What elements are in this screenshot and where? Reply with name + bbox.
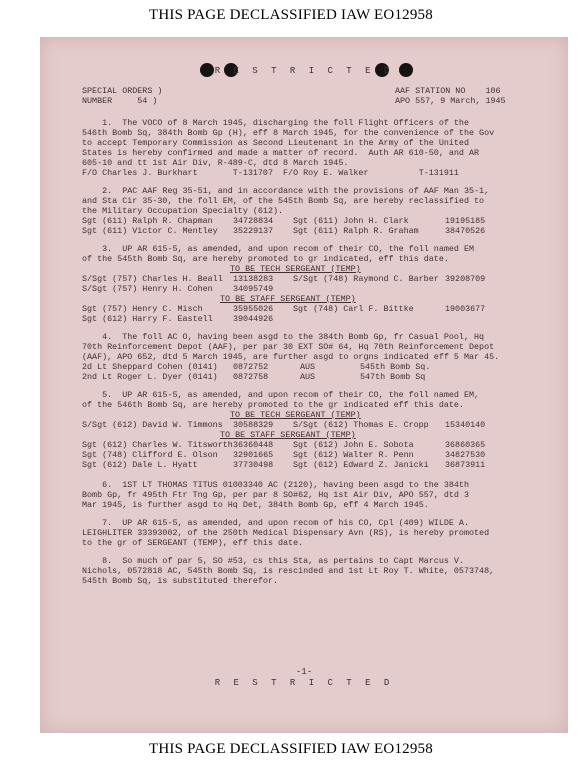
roster-cell: 32901665 [233, 450, 274, 460]
page-number: -1- [295, 667, 313, 677]
grade-heading: TO BE TECH SERGEANT (TEMP) [230, 264, 361, 274]
grade-heading: TO BE STAFF SERGEANT (TEMP) [220, 294, 356, 304]
roster-cell: Sgt (611) Ralph R. Graham [293, 226, 419, 236]
roster-cell: 545th Bomb Sq. [360, 362, 431, 372]
paragraph-p1-line: F/O Charles J. Burkhart T-131707 F/O Roy E. Walker T-131911 [82, 168, 459, 178]
roster-cell: S/Sgt (612) David W. Timmons [82, 420, 223, 430]
paragraph-p1-line: 1. The VOCO of 8 March 1945, discharging the foll Flight Officers of the [82, 118, 469, 128]
roster-cell: 30588329 [233, 420, 274, 430]
document-sheet [40, 37, 568, 733]
roster-cell: Sgt (612) Walter R. Penn [293, 450, 414, 460]
paragraph-p1-line: 546th Bomb Sq, 384th Bomb Gp (H), eff 8 March 1945, for the convenience of the Gov [82, 128, 495, 138]
classification-header: R E S T R I C T E D [214, 66, 394, 76]
grade-heading: TO BE TECH SERGEANT (TEMP) [230, 410, 361, 420]
roster-cell: 39044926 [233, 314, 274, 324]
paragraph-p4-line: 4. The foll AC O, having been asgd to the 384th Bomb Gp, fr Casual Pool, Hq [82, 332, 485, 342]
roster-cell: 0872752 [233, 362, 269, 372]
roster-cell: 35229137 [233, 226, 274, 236]
paragraph-p7-line: LEIGHLITER 33393002, of the 250th Medical Dispensary Avn (RS), is hereby promoted [82, 528, 490, 538]
roster-cell: 36860365 [445, 440, 486, 450]
roster-cell: Sgt (748) Clifford E. Olson [82, 450, 218, 460]
paragraph-p8-line: 545th Bomb Sq, is substituted therefor. [82, 576, 279, 586]
paragraph-p2-line: 2. PAC AAF Reg 35-51, and in accordance with the provisions of AAF Man 35-1, [82, 186, 490, 196]
roster-cell: Sgt (612) John E. Sobota [293, 440, 414, 450]
paragraph-p2-line: the Military Occupation Specialty (612). [82, 206, 284, 216]
paragraph-p3-line: of the 545th Bomb Sq, are hereby promoted to gr indicated, eff this date. [82, 254, 449, 264]
paragraph-p4-line: 70th Reinforcement Depot (AAF), per par 30 EXT SO# 64, Hq 70th Reinforcement Depot [82, 342, 495, 352]
declassified-banner-bottom: THIS PAGE DECLASSIFIED IAW EO12958 [149, 741, 433, 757]
roster-cell: 19195185 [445, 216, 486, 226]
paragraph-p6-line: Mar 1945, is further asgd to Hq Det, 384th Bomb Gp, eff 4 March 1945. [82, 500, 429, 510]
declassified-banner-top: THIS PAGE DECLASSIFIED IAW EO12958 [149, 7, 433, 23]
roster-cell: Sgt (612) Edward Z. Janicki [293, 460, 429, 470]
roster-cell: 2nd Lt Roger L. Dyer (0141) [82, 372, 218, 382]
roster-cell: S/Sgt (612) Thomas E. Cropp [293, 420, 429, 430]
roster-cell: 37730498 [233, 460, 274, 470]
paragraph-p5-line: of the 546th Bomb Sq, are hereby promoted to the gr indicated eff this date. [82, 400, 464, 410]
paragraph-p8-line: 8. So much of par 5, SO #53, cs this Sta, as pertains to Capt Marcus V. [82, 556, 464, 566]
roster-cell: Sgt (611) Ralph R. Chapman [82, 216, 213, 226]
roster-cell: 36873911 [445, 460, 486, 470]
paragraph-p7-line: 7. UP AR 615-5, as amended, and upon recom of his CO, Cpl (409) WILDE A. [82, 518, 469, 528]
grade-heading: TO BE STAFF SERGEANT (TEMP) [220, 430, 356, 440]
roster-cell: 0872758 [233, 372, 269, 382]
roster-cell: 13138283 [233, 274, 274, 284]
roster-cell: Sgt (612) Dale L. Hyatt [82, 460, 198, 470]
paragraph-p6-line: 6. 1ST LT THOMAS TITUS 01003340 AC (2120), having been asgd to the 384th [82, 480, 469, 490]
roster-cell: S/Sgt (748) Raymond C. Barber [293, 274, 439, 284]
roster-cell: 547th Bomb Sq [360, 372, 426, 382]
paragraph-p2-line: and Sta Cir 35-30, the foll EM, of the 545th Bomb Sq, are hereby reclassified to [82, 196, 485, 206]
roster-cell: 35955026 [233, 304, 274, 314]
roster-cell: AUS [300, 362, 316, 372]
paragraph-p1-line: to accept Temporary Commission as Second Lieutenant in the Army of the United [82, 138, 469, 148]
station-number: AAF STATION NO 106 [395, 86, 501, 96]
roster-cell: 34827530 [445, 450, 486, 460]
order-number: NUMBER 54 ) [82, 96, 158, 106]
paragraph-p3-line: 3. UP AR 615-5, as amended, and upon recom of their CO, the foll named EM [82, 244, 475, 254]
roster-cell: Sgt (611) John H. Clark [293, 216, 409, 226]
roster-cell: 34095749 [233, 284, 274, 294]
paragraph-p5-line: 5. UP AR 615-5, as amended, and upon recom of their CO, the foll named EM, [82, 390, 480, 400]
roster-cell: 36360448 [233, 440, 274, 450]
paragraph-p4-line: (AAF), APO 652, dtd 5 March 1945, are further asgd to orgns indicated eff 5 Mar 45. [82, 352, 500, 362]
paragraph-p6-line: Bomb Gp, fr 495th Ftr Tng Gp, per par 8 SO#62, Hq 1st Air Div, APO 557, dtd 3 [82, 490, 469, 500]
roster-cell: Sgt (757) Henry C. Misch [82, 304, 203, 314]
classification-footer: R E S T R I C T E D [214, 678, 394, 688]
roster-cell: 15340140 [445, 420, 486, 430]
roster-cell: Sgt (612) Harry F. Eastell [82, 314, 213, 324]
roster-cell: S/Sgt (757) Henry H. Cohen [82, 284, 213, 294]
roster-cell: 2d Lt Sheppard Cohen (0141) [82, 362, 218, 372]
paragraph-p7-line: to the gr of SERGEANT (TEMP), eff this date. [82, 538, 304, 548]
roster-cell: 34728834 [233, 216, 274, 226]
roster-cell: 39208709 [445, 274, 486, 284]
roster-cell: S/Sgt (757) Charles H. Beall [82, 274, 223, 284]
roster-cell: 19003677 [445, 304, 486, 314]
special-orders-label: SPECIAL ORDERS ) [82, 86, 163, 96]
paragraph-p8-line: Nichols, 0572818 AC, 545th Bomb Sq, is rescinded and 1st Lt Roy T. White, 0573748, [82, 566, 495, 576]
roster-cell: Sgt (748) Carl F. Bittke [293, 304, 414, 314]
paragraph-p1-line: States is hereby confirmed and made a matter of record. Auth AR 610-50, and AR [82, 148, 480, 158]
roster-cell: 38470526 [445, 226, 486, 236]
paragraph-p1-line: 605-10 and tt 1st Air Div, R-489-C, dtd 8 March 1945. [82, 158, 349, 168]
roster-cell: Sgt (611) Victor C. Mentley [82, 226, 218, 236]
order-date: APO 557, 9 March, 1945 [395, 96, 506, 106]
roster-cell: AUS [300, 372, 316, 382]
roster-cell: Sgt (612) Charles W. Titsworth [82, 440, 233, 450]
